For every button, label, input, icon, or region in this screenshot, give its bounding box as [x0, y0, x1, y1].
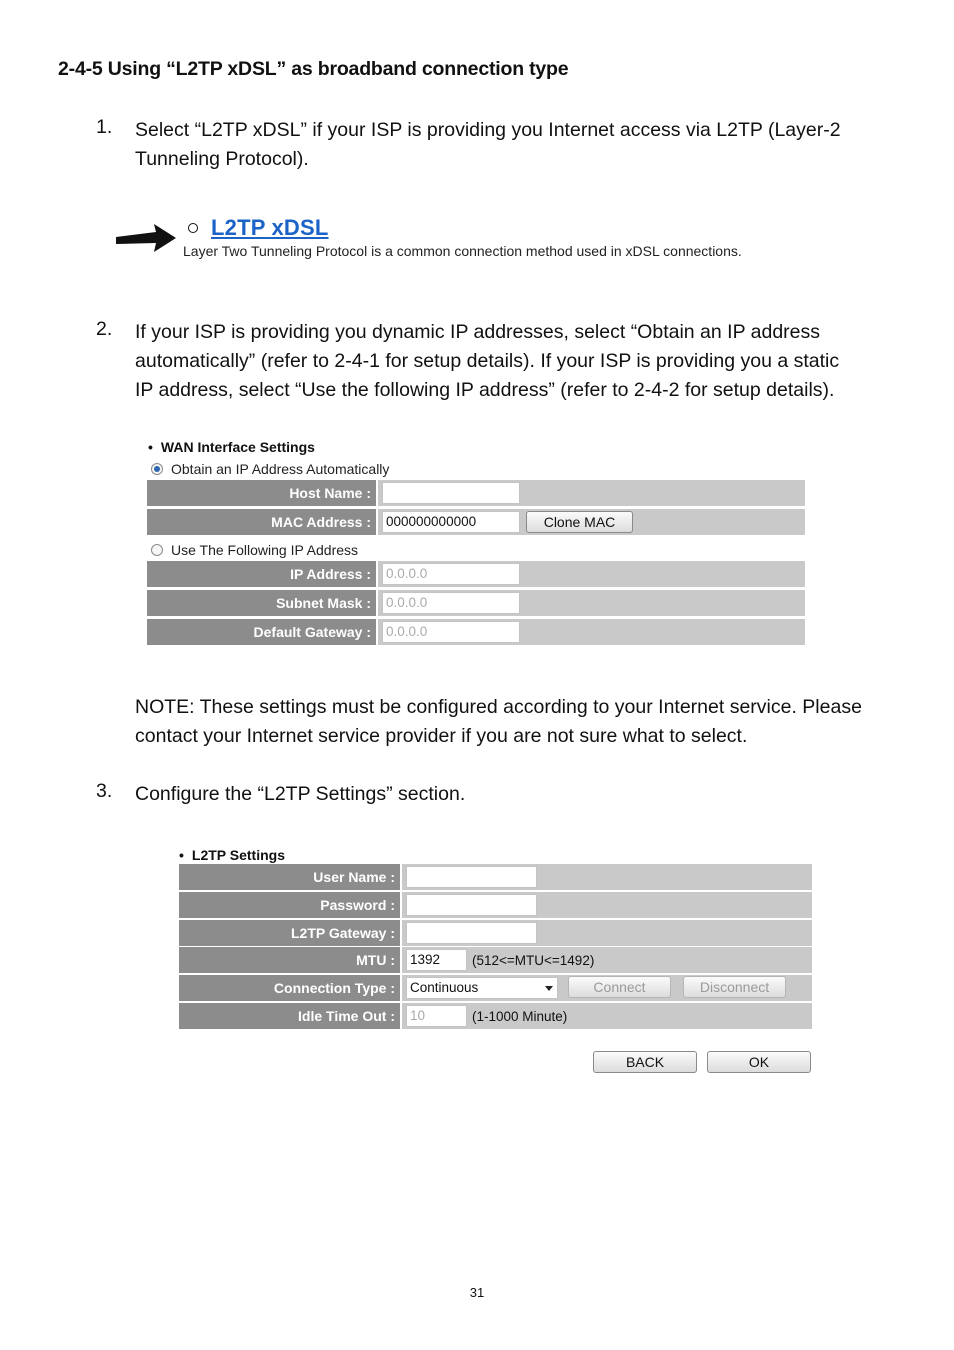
step-3-number: 3.: [96, 780, 113, 802]
clone-mac-button[interactable]: Clone MAC: [526, 511, 633, 533]
mac-address-row: [147, 509, 805, 535]
back-button[interactable]: BACK: [593, 1051, 697, 1073]
l2tp-gateway-label: L2TP Gateway :: [179, 920, 402, 946]
step-1-text: [135, 116, 900, 174]
password-label: Password :: [179, 892, 402, 918]
step-2-line: IP address, select “Use the following IP address” (refer to 2-4-2 for setup details).: [135, 379, 835, 401]
mtu-label: MTU :: [179, 947, 402, 973]
l2tp-radio-icon[interactable]: [188, 223, 198, 233]
mtu-input[interactable]: 1392: [406, 949, 467, 971]
user-name-input[interactable]: [406, 866, 537, 888]
l2tp-xdsl-link[interactable]: L2TP xDSL: [211, 215, 329, 240]
connection-type-row: [179, 975, 812, 1001]
idle-time-label: Idle Time Out :: [179, 1003, 402, 1029]
obtain-auto-label: Obtain an IP Address Automatically: [171, 461, 390, 477]
connection-type-select[interactable]: [406, 977, 558, 999]
mtu-hint: (512<=MTU<=1492): [472, 953, 595, 968]
use-following-option[interactable]: [151, 542, 358, 558]
step-2-line: If your ISP is providing you dynamic IP addresses, select “Obtain an IP address: [135, 321, 821, 343]
ok-button[interactable]: OK: [707, 1051, 811, 1073]
l2tp-settings-title: • L2TP Settings: [179, 847, 285, 863]
host-name-row: [147, 480, 805, 506]
l2tp-gateway-row: [179, 920, 812, 946]
connect-button[interactable]: Connect: [568, 976, 671, 998]
idle-time-hint: (1-1000 Minute): [472, 1009, 568, 1024]
subnet-mask-input[interactable]: 0.0.0.0: [382, 592, 520, 614]
note-line: contact your Internet service provider if you are not sure what to select.: [135, 725, 748, 747]
chevron-down-icon: [545, 986, 553, 991]
disconnect-button[interactable]: Disconnect: [683, 976, 786, 998]
host-name-label: Host Name :: [147, 480, 378, 506]
note-line: NOTE: These settings must be configured according to your Internet service. Please: [135, 696, 862, 718]
obtain-auto-option[interactable]: [151, 461, 389, 477]
step-2-number: 2.: [96, 318, 113, 340]
host-name-input[interactable]: [382, 482, 520, 504]
mac-address-input[interactable]: 000000000000: [382, 511, 520, 533]
default-gateway-input[interactable]: 0.0.0.0: [382, 621, 520, 643]
password-input[interactable]: [406, 894, 537, 916]
idle-time-input[interactable]: 10: [406, 1005, 467, 1027]
subnet-mask-label: Subnet Mask :: [147, 590, 378, 616]
step-3-text: Configure the “L2TP Settings” section.: [135, 783, 466, 805]
connection-type-label: Connection Type :: [179, 975, 402, 1001]
password-row: [179, 892, 812, 918]
step-1-number: 1.: [96, 116, 113, 138]
step-1-line: Tunneling Protocol).: [135, 148, 309, 170]
user-name-label: User Name :: [179, 864, 402, 890]
idle-time-row: [179, 1003, 812, 1029]
wan-settings-title: • WAN Interface Settings: [148, 439, 315, 455]
radio-selected-icon[interactable]: [151, 463, 163, 475]
section-heading: 2-4-5 Using “L2TP xDSL” as broadband connection type: [58, 58, 569, 80]
subnet-mask-row: [147, 590, 805, 616]
mtu-row: [179, 947, 812, 973]
radio-unselected-icon[interactable]: [151, 544, 163, 556]
connection-type-value: Continuous: [410, 980, 479, 995]
ip-address-row: [147, 561, 805, 587]
default-gateway-row: [147, 619, 805, 645]
l2tp-description: Layer Two Tunneling Protocol is a common connection method used in xDSL connections.: [183, 243, 742, 259]
step-1-line: Select “L2TP xDSL” if your ISP is providing you Internet access via L2TP (Layer-2: [135, 119, 841, 141]
mac-address-label: MAC Address :: [147, 509, 378, 535]
arrow-right-icon: [114, 222, 178, 254]
note-text: [135, 693, 900, 751]
ip-address-label: IP Address :: [147, 561, 378, 587]
step-2-line: automatically” (refer to 2-4-1 for setup details). If your ISP is providing you a static: [135, 350, 840, 372]
step-2-text: [135, 318, 900, 405]
use-following-label: Use The Following IP Address: [171, 542, 359, 558]
user-name-row: [179, 864, 812, 890]
page-number: 31: [469, 1285, 485, 1300]
ip-address-input[interactable]: 0.0.0.0: [382, 563, 520, 585]
l2tp-gateway-input[interactable]: [406, 922, 537, 944]
default-gateway-label: Default Gateway :: [147, 619, 378, 645]
